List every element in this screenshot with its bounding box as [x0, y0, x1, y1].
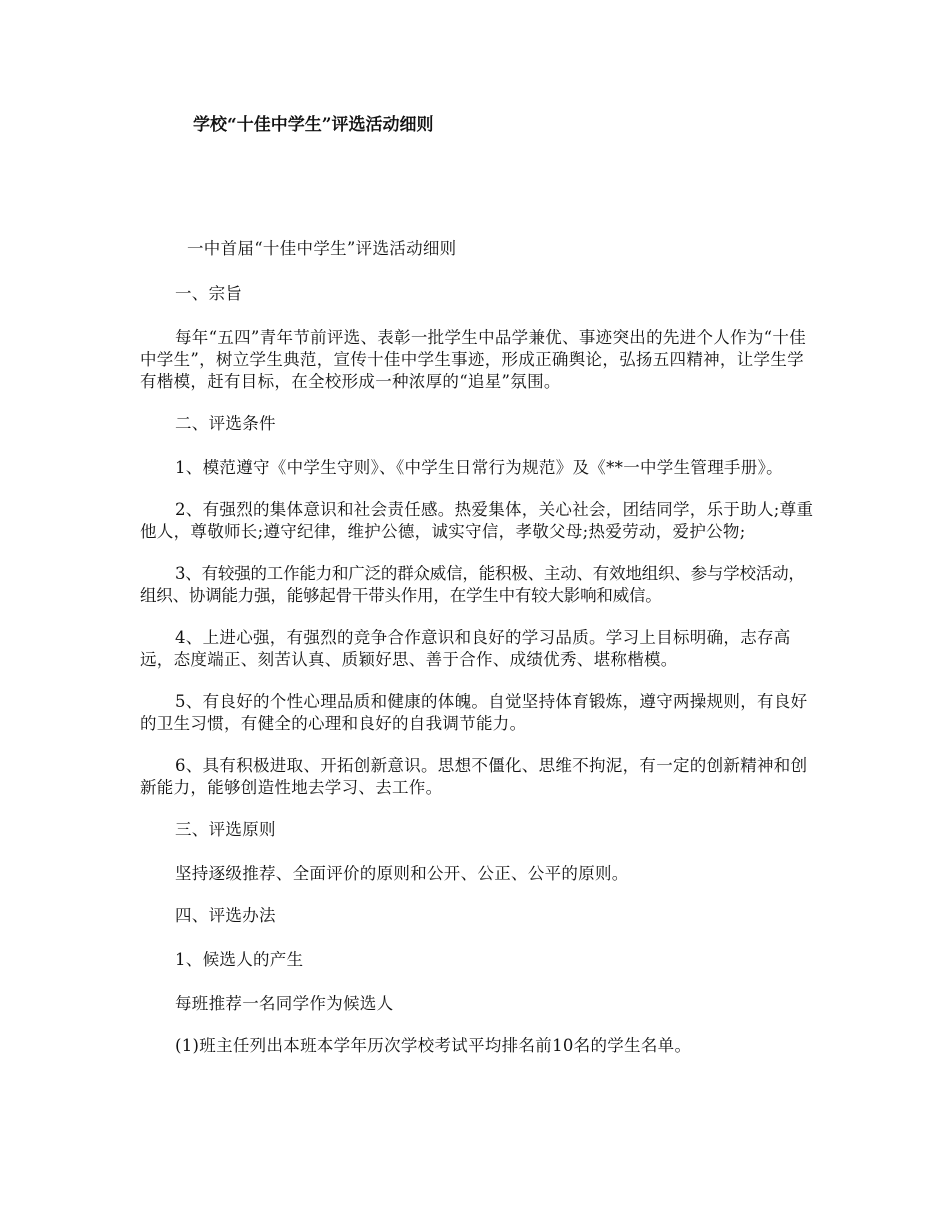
criteria-item-4: 4、上进心强，有强烈的竞争合作意识和良好的学习品质。学习上目标明确，志存高远，态度端正、刻苦认真、质颖好思、善于合作、成绩优秀、堪称楷模。 — [140, 628, 791, 669]
document-body — [140, 238, 820, 1077]
paragraph-purpose: 每年“五四”青年节前评选、表彰一批学生中品学兼优、事迹突出的先进个人作为“十佳中学生”，树立学生典范，宣传十佳中学生事迹，形成正确舆论，弘扬五四精神，让学生学有楷模，赶有目标，在全校形成一种浓厚的“追星”氛围。 — [140, 328, 807, 391]
criteria-item-1: 1、模范遵守《中学生守则》、《中学生日常行为规范》及《**一中学生管理手册》。 — [175, 458, 783, 477]
section-heading-purpose: 一、宗旨 — [175, 284, 243, 303]
subheading-candidates: 1、候选人的产生 — [175, 950, 304, 969]
criteria-item-6: 6、具有积极进取、开拓创新意识。思想不僵化、思维不拘泥，有一定的创新精神和创新能力，能够创造性地去学习、去工作。 — [140, 756, 808, 797]
section-heading-criteria: 二、评选条件 — [175, 414, 276, 433]
criteria-item-5: 5、有良好的个性心理品质和健康的体魄。自觉坚持体育锻炼，遵守两操规则，有良好的卫生习惯，有健全的心理和良好的自我调节能力。 — [140, 692, 808, 733]
document-subtitle: 一中首届“十佳中学生”评选活动细则 — [187, 239, 457, 258]
paragraph-principles: 坚持逐级推荐、全面评价的原则和公开、公正、公平的原则。 — [175, 864, 629, 883]
paragraph-candidates-step-1: (1)班主任列出本班本学年历次学校考试平均排名前10名的学生名单。 — [175, 1036, 692, 1055]
criteria-item-2: 2、有强烈的集体意识和社会责任感。热爱集体，关心社会，团结同学，乐于助人;尊重他人，尊敬师长;遵守纪律，维护公德，诚实守信，孝敬父母;热爱劳动，爱护公物; — [140, 500, 814, 541]
paragraph-candidates: 每班推荐一名同学作为候选人 — [175, 994, 394, 1013]
section-heading-principles: 三、评选原则 — [175, 820, 276, 839]
criteria-item-3: 3、有较强的工作能力和广泛的群众威信，能积极、主动、有效地组织、参与学校活动，组织、协调能力强，能够起骨干带头作用，在学生中有较大影响和威信。 — [140, 564, 805, 605]
document-title: 学校“十佳中学生”评选活动细则 — [193, 115, 434, 135]
section-heading-methods: 四、评选办法 — [175, 906, 276, 925]
